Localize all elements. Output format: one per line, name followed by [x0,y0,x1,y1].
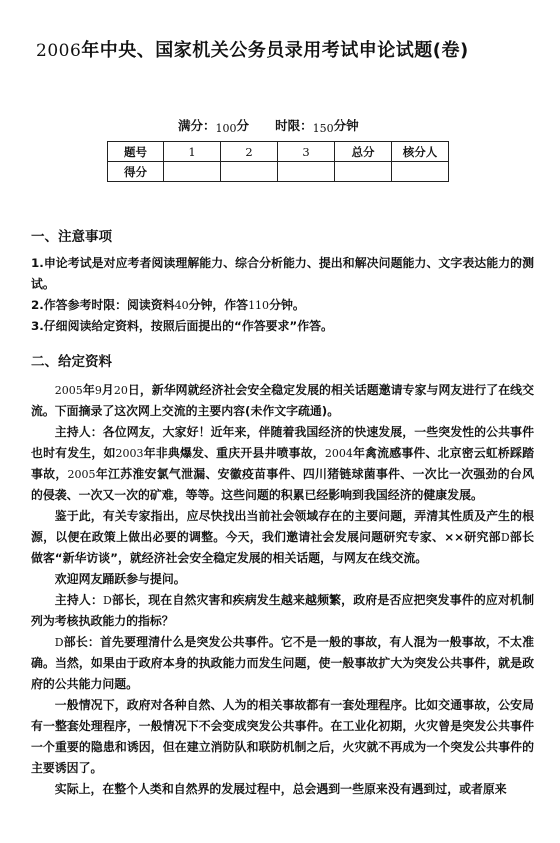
section2-material [31,380,534,800]
exam-title [36,36,536,62]
section1-heading: 一、注意事项 [31,229,112,245]
material-paragraph [31,590,534,632]
p3-text-a: 鉴于此，有关专家指出，应尽快找出当前社会领域存在的主要问题，弄清其性质及产生的根源，以便在政策上做出必要的调整。今天，我们邀请社会发展问题研究专家、××研究部 [31,509,534,544]
p2-text-d: 年江苏淮安氯气泄漏、安徽疫苗事件、四川猪链球菌事件、一次比一次强劲的台风的侵袭、一次又一次的矿难，等等。这些问题的积累已经影响到我国经济的健康发展。 [31,467,534,502]
material-paragraph: 实际上，在整个人类和自然界的发展过程中，总会遇到一些原来没有遇到过，或者原来 [54,782,507,796]
cell-q3: 3 [278,142,335,162]
time-limit-label: 时限： [275,118,313,133]
p6-text-b: 部长：首先要理清什么是突发公共事件。它不是一般的事故，有人混为一般事故，不太准确。当然，如果由于政府本身的执政能力而发生问题，使一般事故扩大为突发公共事件，就是政府的公共能力问题。 [31,635,534,691]
p2-year-2004: 2004 [324,447,353,460]
p2-text-a: 主持人：各位网友，大家好！近年来，伴随着我国经济的快速发展，一些突发性的公共事件也时有发生，如 [31,425,534,460]
score-table-score-row [108,162,449,182]
cell-total: 总分 [335,142,392,162]
p3-text-b: 部长做客“新华访谈”，就经济社会安全稳定发展的相关话题，与网友在线交流。 [31,530,534,565]
section1-notes [31,253,534,337]
time-limit-unit: 分钟 [333,118,359,133]
material-paragraph: 欢迎网友踊跃参与提问。 [54,572,186,586]
material-paragraph: 一般情况下，政府对各种自然、人为的相关事故都有一套处理程序。比如交通事故，公安局有一整套处理程序，一般情况下不会变成突发公共事件。在工业化初期，火灾曾是突发公共事件一个重要的隐患和诱因，但在建立消防队和联防机制之后，火灾就不再成为一个突发公共事件的主要诱因了。 [31,698,534,775]
time-limit-value: 150 [312,122,334,135]
cell-question-label: 题号 [108,142,164,162]
material-paragraph [31,380,534,422]
note-item-2-text-c: 分钟。 [269,298,305,312]
section2-heading: 二、给定资料 [31,354,112,370]
score-time-line [178,116,359,134]
material-paragraph [31,506,534,569]
cell-score-checker [392,162,449,182]
cell-score-total [335,162,392,182]
note-item-2 [31,295,534,316]
cell-score-label: 得分 [108,162,164,182]
material-paragraph [31,632,534,695]
note-item-1: 1.申论考试是对应考者阅读理解能力、综合分析能力、提出和解决问题能力、文字表达能力的测试。 [31,256,534,291]
p2-year-2003: 2003 [115,447,144,460]
p2-text-b: 年非典爆发、重庆开县井喷事故， [143,446,325,460]
title-text: 年中央、国家机关公务员录用考试申论试题(卷) [81,40,469,61]
note-item-2-text-b: 分钟，作答 [188,298,249,312]
score-table-header-row [108,142,449,162]
p6-letter-d: D [54,636,64,649]
note-item-2-read-minutes: 40 [174,299,189,312]
cell-q2: 2 [221,142,278,162]
score-table [107,141,449,182]
p1-day: 20 [113,384,128,397]
p5-text-a: 主持人： [54,593,104,607]
p1-year: 2005 [54,384,83,397]
p5-letter-d: D [103,594,112,607]
title-year: 2006 [36,41,82,61]
note-item-3: 3.仔细阅读给定资料，按照后面提出的“作答要求”作答。 [31,319,333,333]
p1-text-2: 月 [101,383,114,397]
cell-score-2 [221,162,278,182]
p5-text-b: 部长，现在自然灾害和疾病发生越来越频繁，政府是否应把突发事件的应对机制列为考核执政能力的指标？ [31,593,534,628]
p3-letter-d: D [500,531,510,544]
cell-score-1 [164,162,221,182]
p1-month: 9 [94,384,102,397]
cell-score-3 [278,162,335,182]
cell-q1: 1 [164,142,221,162]
full-score-unit: 分 [236,118,250,133]
full-score-label: 满分： [178,118,216,133]
full-score-value: 100 [215,122,237,135]
material-paragraph [31,422,534,506]
cell-checker: 核分人 [392,142,449,162]
note-item-2-answer-minutes: 110 [248,299,270,312]
p2-year-2005: 2005 [67,468,96,481]
p2-text-c: 年禽流感事件、北京密云虹桥踩踏事故， [31,446,534,481]
p1-text-1: 年 [82,383,95,397]
p1-text-3: 日，新华网就经济社会安全稳定发展的相关话题邀请专家与网友进行了在线交流。下面摘录了这次网上交流的主要内容(未作文字疏通)。 [31,383,534,418]
note-item-2-text-a: 2.作答参考时限：阅读资料 [31,298,175,312]
